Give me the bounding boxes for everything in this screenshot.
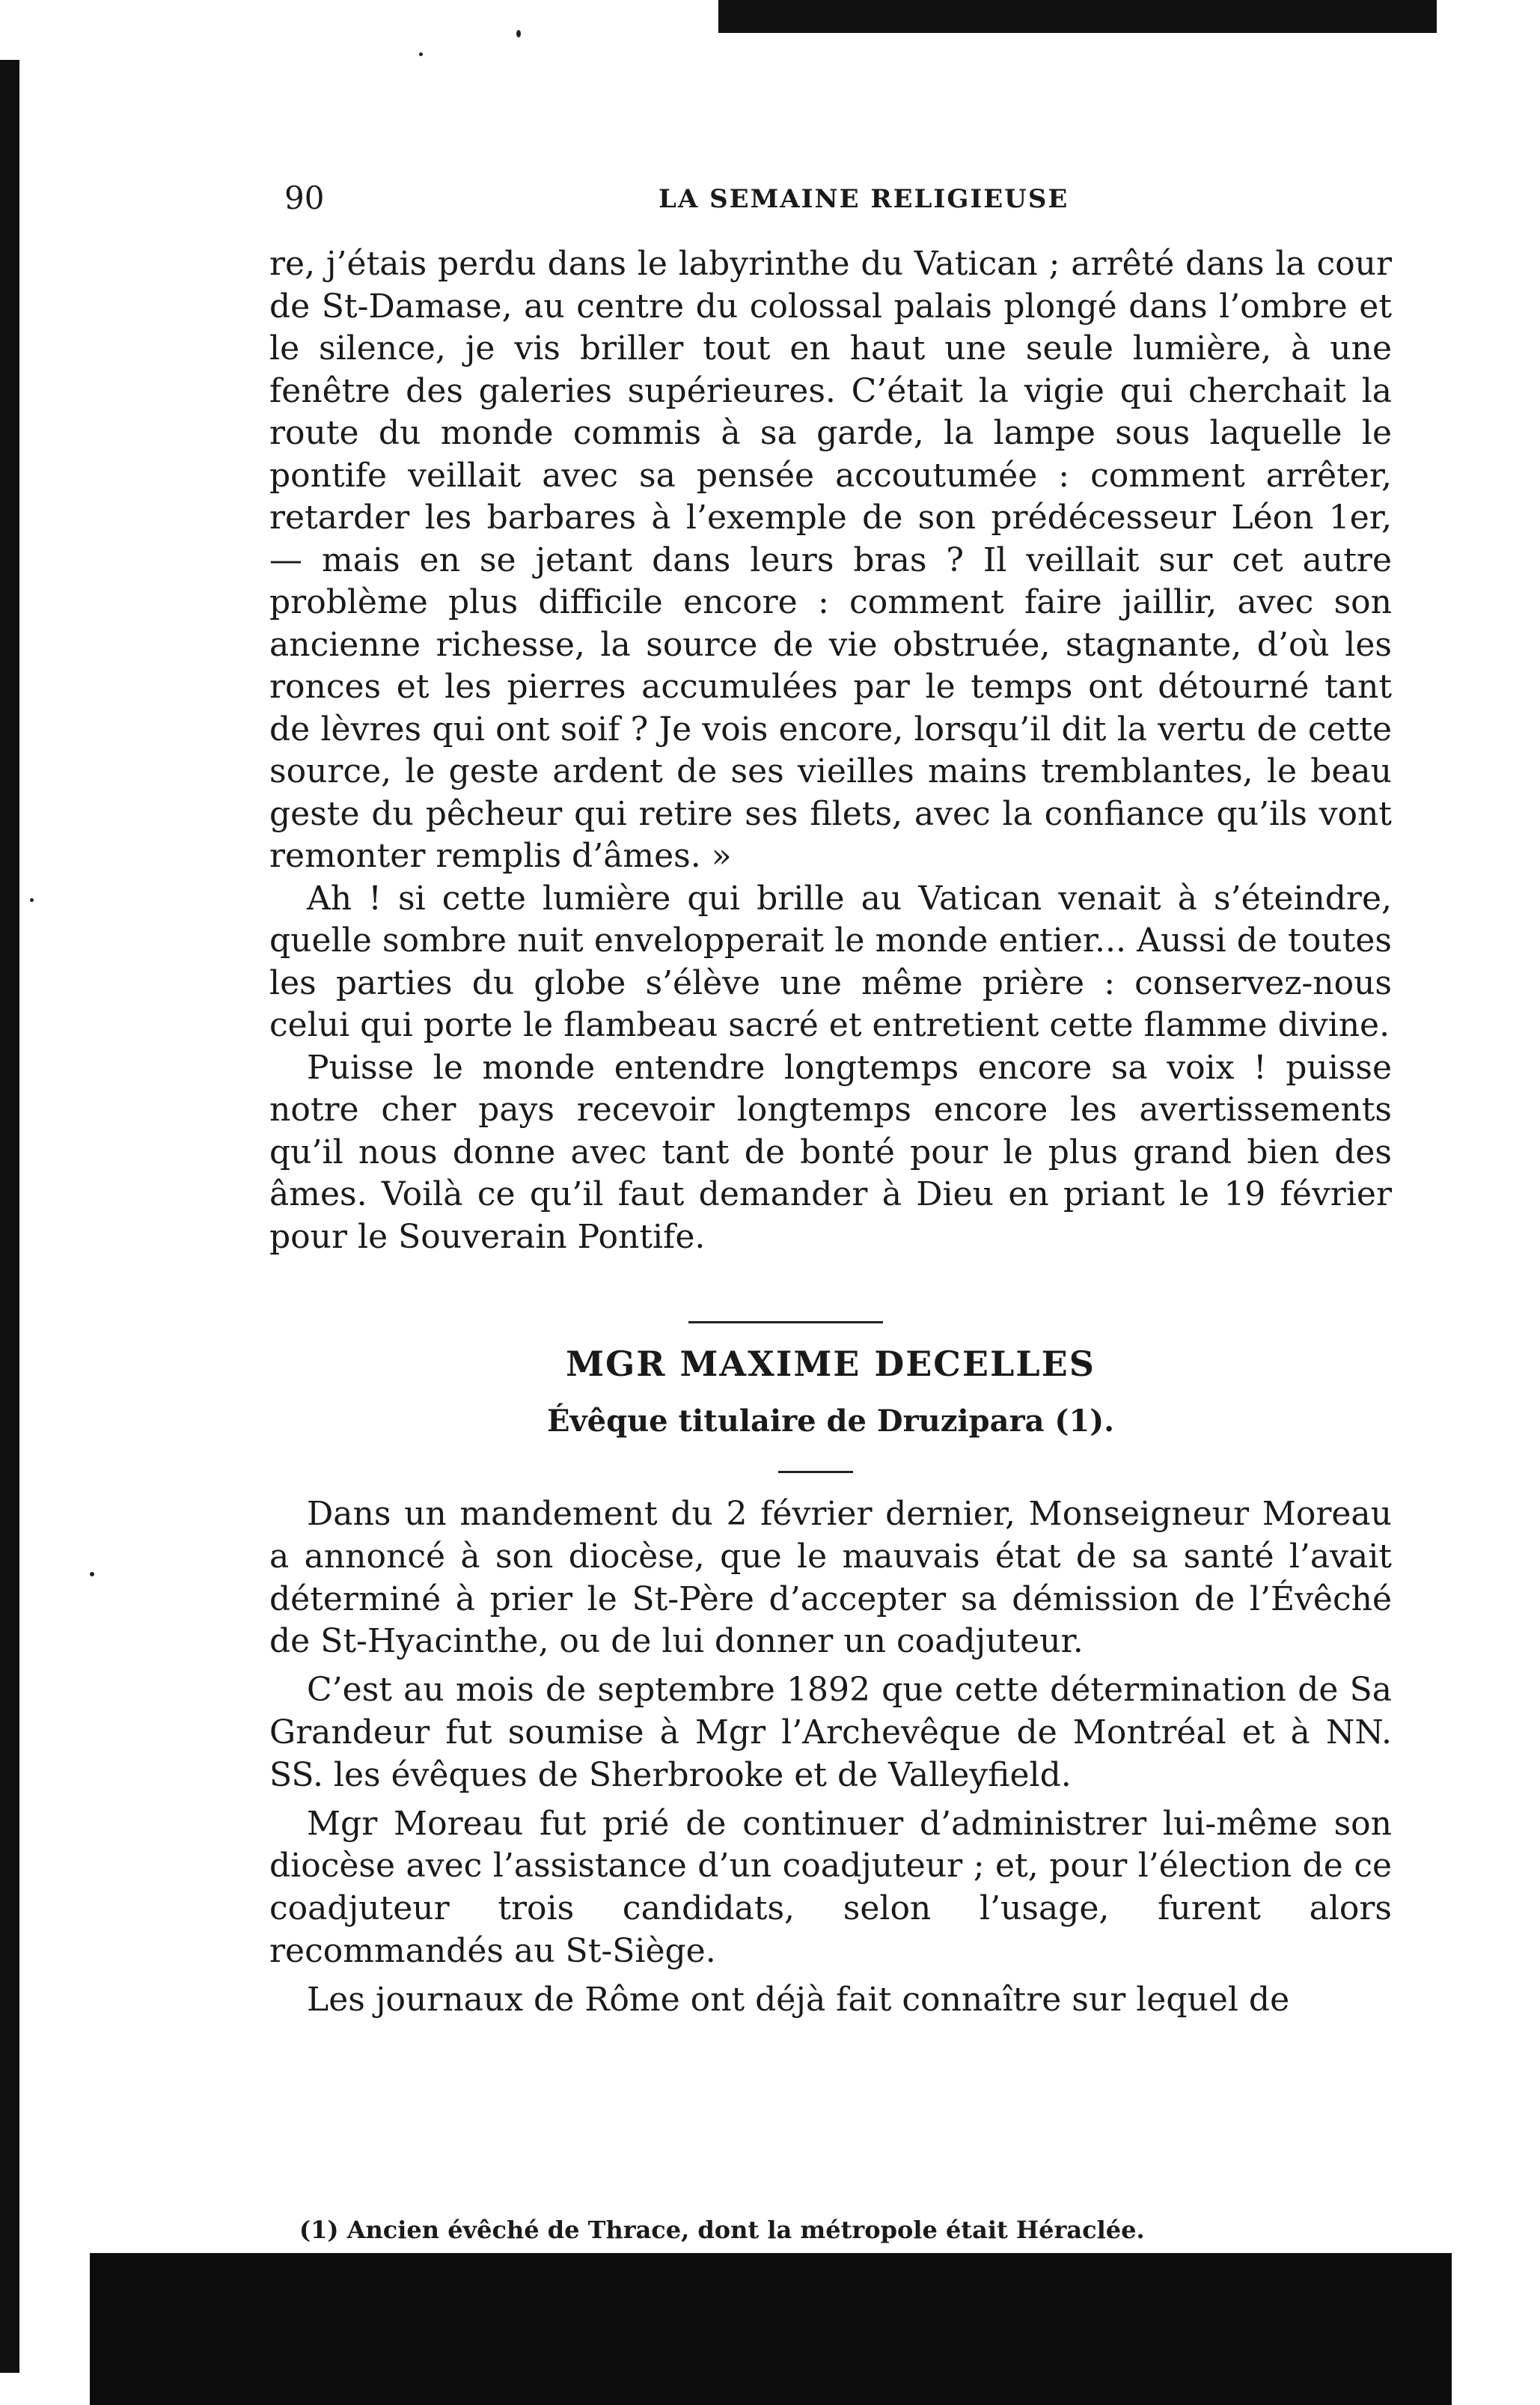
footnote: (1) Ancien évêché de Thrace, dont la métropole était Héraclée.	[299, 2216, 1145, 2244]
running-head	[269, 180, 1392, 225]
continuation-text	[269, 243, 1392, 1258]
section-subtitle: Évêque titulaire de Druzipara (1).	[546, 1403, 1115, 1439]
paragraph: Ah ! si cette lumière qui brille au Vatican venait à s’éteindre, quelle sombre nuit envelopperait le monde entier... Aussi de toutes les parties du globe s’élève une même prière : conservez-nous celui qui porte le flambeau sacré et entretient cette flamme divine.	[269, 879, 1392, 1044]
divider	[688, 1321, 883, 1323]
divider	[778, 1471, 853, 1473]
scan-speck	[30, 898, 34, 902]
paragraph: Mgr Moreau fut prié de continuer d’administrer lui-même son diocèse avec l’assistance d’un coadjuteur ; et, pour l’élection de ce coadjuteur trois candidats, selon l’usage, furent alors recommandés au St-Siège.	[269, 1804, 1392, 1970]
scan-speck	[419, 52, 423, 56]
scan-border-top	[718, 0, 1437, 33]
paragraph: C’est au mois de septembre 1892 que cette détermination de Sa Grandeur fut soumise à Mgr l’Archevêque de Montréal et à NN. SS. les évêques de Sherbrooke et de Valleyfield.	[269, 1671, 1392, 1794]
page-number: 90	[284, 180, 325, 216]
paragraph: Les journaux de Rôme ont déjà fait connaître sur lequel de	[307, 1980, 1290, 2019]
scan-speck	[516, 30, 521, 37]
scan-border-left	[0, 60, 19, 2373]
scan-border-bottom	[90, 2253, 1452, 2405]
paragraph: re, j’étais perdu dans le labyrinthe du Vatican ; arrêté dans la cour de St-Damase, au centre du colossal palais plongé dans l’ombre et le silence, je vis briller tout en haut une seule lumière, à une fenêtre des galeries supérieures. C’était la vigie qui cherchait la route du monde commis à sa garde, la lampe sous laquelle le pontife veillait avec sa pensée accoutumée : comment arrêter, retarder les barbares à l’exemple de son prédécesseur Léon 1er, — mais en se jetant dans leurs bras ? Il veillait sur cet autre problème plus difficile encore : comment faire jaillir, avec son ancienne richesse, la source de vie obstruée, stagnante, d’où les ronces et les pierres accumulées par le temps ont détourné tant de lèvres qui ont soif ? Je vois encore, lorsqu’il dit la vertu de cette source, le geste ardent de ses vieilles mains tremblantes, le beau geste du pêcheur qui retire ses filets, avec la confiance qu’ils vont remonter remplis d’âmes. »	[269, 245, 1392, 875]
section-title: MGR MAXIME DECELLES	[566, 1344, 1096, 1384]
paragraph: Dans un mandement du 2 février dernier, Monseigneur Moreau a annoncé à son diocèse, que le mauvais état de sa santé l’avait déterminé à prier le St-Père d’accepter sa démission de l’Évêché de St-Hyacinthe, ou de lui donner un coadjuteur.	[269, 1495, 1392, 1661]
running-title: LA SEMAINE RELIGIEUSE	[659, 184, 1069, 214]
paragraph: Puisse le monde entendre longtemps encore sa voix ! puisse notre cher pays recevoir longtemps encore les avertissements qu’il nous donne avec tant de bonté pour le plus grand bien des âmes. Voilà ce qu’il faut demander à Dieu en priant le 19 février pour le Souverain Pontife.	[269, 1048, 1392, 1256]
scan-speck	[90, 1572, 94, 1576]
article-text	[269, 1493, 1392, 2028]
